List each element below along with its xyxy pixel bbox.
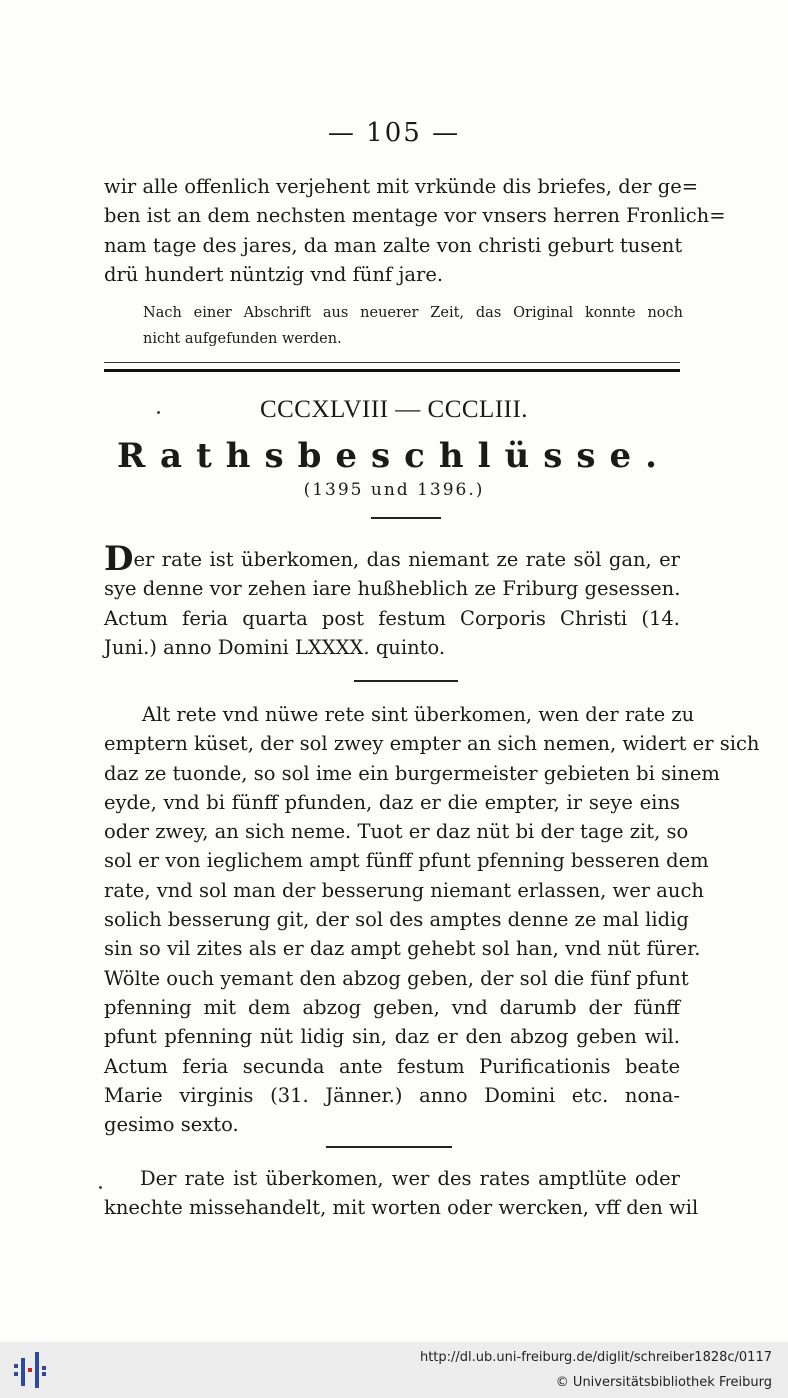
viewer-footer bbox=[0, 1342, 788, 1398]
section-title: Rathsbeschlüsse. bbox=[117, 436, 671, 476]
page-speck bbox=[99, 1186, 102, 1189]
text-line: gesimo sexto. bbox=[104, 1113, 239, 1137]
text-line: pfenning mit dem abzog geben, vnd darumb der fünff bbox=[104, 995, 680, 1019]
decree-1 bbox=[104, 539, 681, 662]
page-number: — 105 — bbox=[327, 118, 461, 148]
text-line: wir alle offenlich verjehent mit vrkünde dis briefes, der ge= bbox=[104, 175, 699, 198]
text-line: emptern küset, der sol zwey empter an sich nemen, widert er sich bbox=[104, 732, 760, 756]
text-line: nam tage des jares, da man zalte von christi geburt tusent bbox=[104, 233, 683, 257]
section-number: CCCXLVIII — CCCLIII. bbox=[259, 396, 529, 423]
library-logo-icon bbox=[8, 1348, 52, 1392]
text-line: sye denne vor zehen iare hußheblich ze Friburg gesessen. bbox=[104, 577, 681, 601]
note-line: Nach einer Abschrift aus neuerer Zeit, das Original konnte noch bbox=[143, 305, 683, 321]
text-line: daz ze tuonde, so sol ime ein burgermeister gebieten bi sinem bbox=[104, 761, 720, 785]
text-line: Marie virginis (31. Jänner.) anno Domini etc. nona- bbox=[104, 1083, 680, 1107]
short-divider bbox=[326, 1146, 452, 1148]
note-line: nicht aufgefunden werden. bbox=[143, 331, 342, 347]
text-line: Wölte ouch yemant den abzog geben, der sol die fünf pfunt bbox=[104, 966, 689, 990]
text-line: Alt rete vnd nüwe rete sint überkomen, wen der rate zu bbox=[142, 703, 695, 726]
drop-cap: D bbox=[104, 539, 134, 579]
text-line: sol er von ieglichem ampt fünff pfunt pfenning besseren dem bbox=[104, 849, 709, 873]
decree-2 bbox=[104, 700, 760, 1139]
source-note bbox=[143, 300, 683, 352]
text-line: sin so vil zites als er daz ampt gehebt sol han, vnd nüt fürer. bbox=[104, 937, 701, 961]
text-line: eyde, vnd bi fünff pfunden, daz er die empter, ir seye eins bbox=[104, 790, 680, 814]
text-line: Der rate ist überkomen, wer des rates amptlüte oder bbox=[140, 1167, 680, 1190]
document-url-link[interactable]: http://dl.ub.uni-freiburg.de/diglit/schreiber1828c/0117 bbox=[419, 1350, 772, 1365]
text-line: ben ist an dem nechsten mentage vor vnsers herren Fronlich= bbox=[104, 204, 726, 228]
copyright-text: © Universitätsbibliothek Freiburg bbox=[555, 1375, 772, 1390]
section-divider bbox=[104, 362, 680, 372]
text-line: oder zwey, an sich neme. Tuot er daz nüt bi der tage zit, so bbox=[104, 820, 689, 844]
text-line: Actum feria quarta post festum Corporis Christi (14. bbox=[104, 606, 680, 630]
section-dates: (1395 und 1396.) bbox=[303, 480, 485, 500]
text-line: Actum feria secunda ante festum Purificationis beate bbox=[104, 1054, 680, 1078]
text-line: rate, vnd sol man der besserung niemant erlassen, wer auch bbox=[104, 878, 704, 902]
text-line bbox=[104, 539, 680, 579]
text-line: knechte missehandelt, mit worten oder wercken, vff den wil bbox=[104, 1196, 699, 1220]
text-line: pfunt pfenning nüt lidig sin, daz er den abzog geben wil. bbox=[104, 1025, 680, 1049]
text-line-content: er rate ist überkomen, das niemant ze rate söl gan, er bbox=[133, 548, 680, 571]
decree-3 bbox=[104, 1164, 699, 1223]
short-divider bbox=[354, 680, 458, 682]
text-line: solich besserung git, der sol des amptes denne ze mal lidig bbox=[104, 908, 689, 932]
text-line: drü hundert nüntzig vnd fünf jare. bbox=[104, 262, 444, 286]
intro-paragraph bbox=[104, 172, 726, 289]
short-divider bbox=[371, 517, 441, 519]
text-line: Juni.) anno Domini LXXXX. quinto. bbox=[104, 635, 446, 659]
